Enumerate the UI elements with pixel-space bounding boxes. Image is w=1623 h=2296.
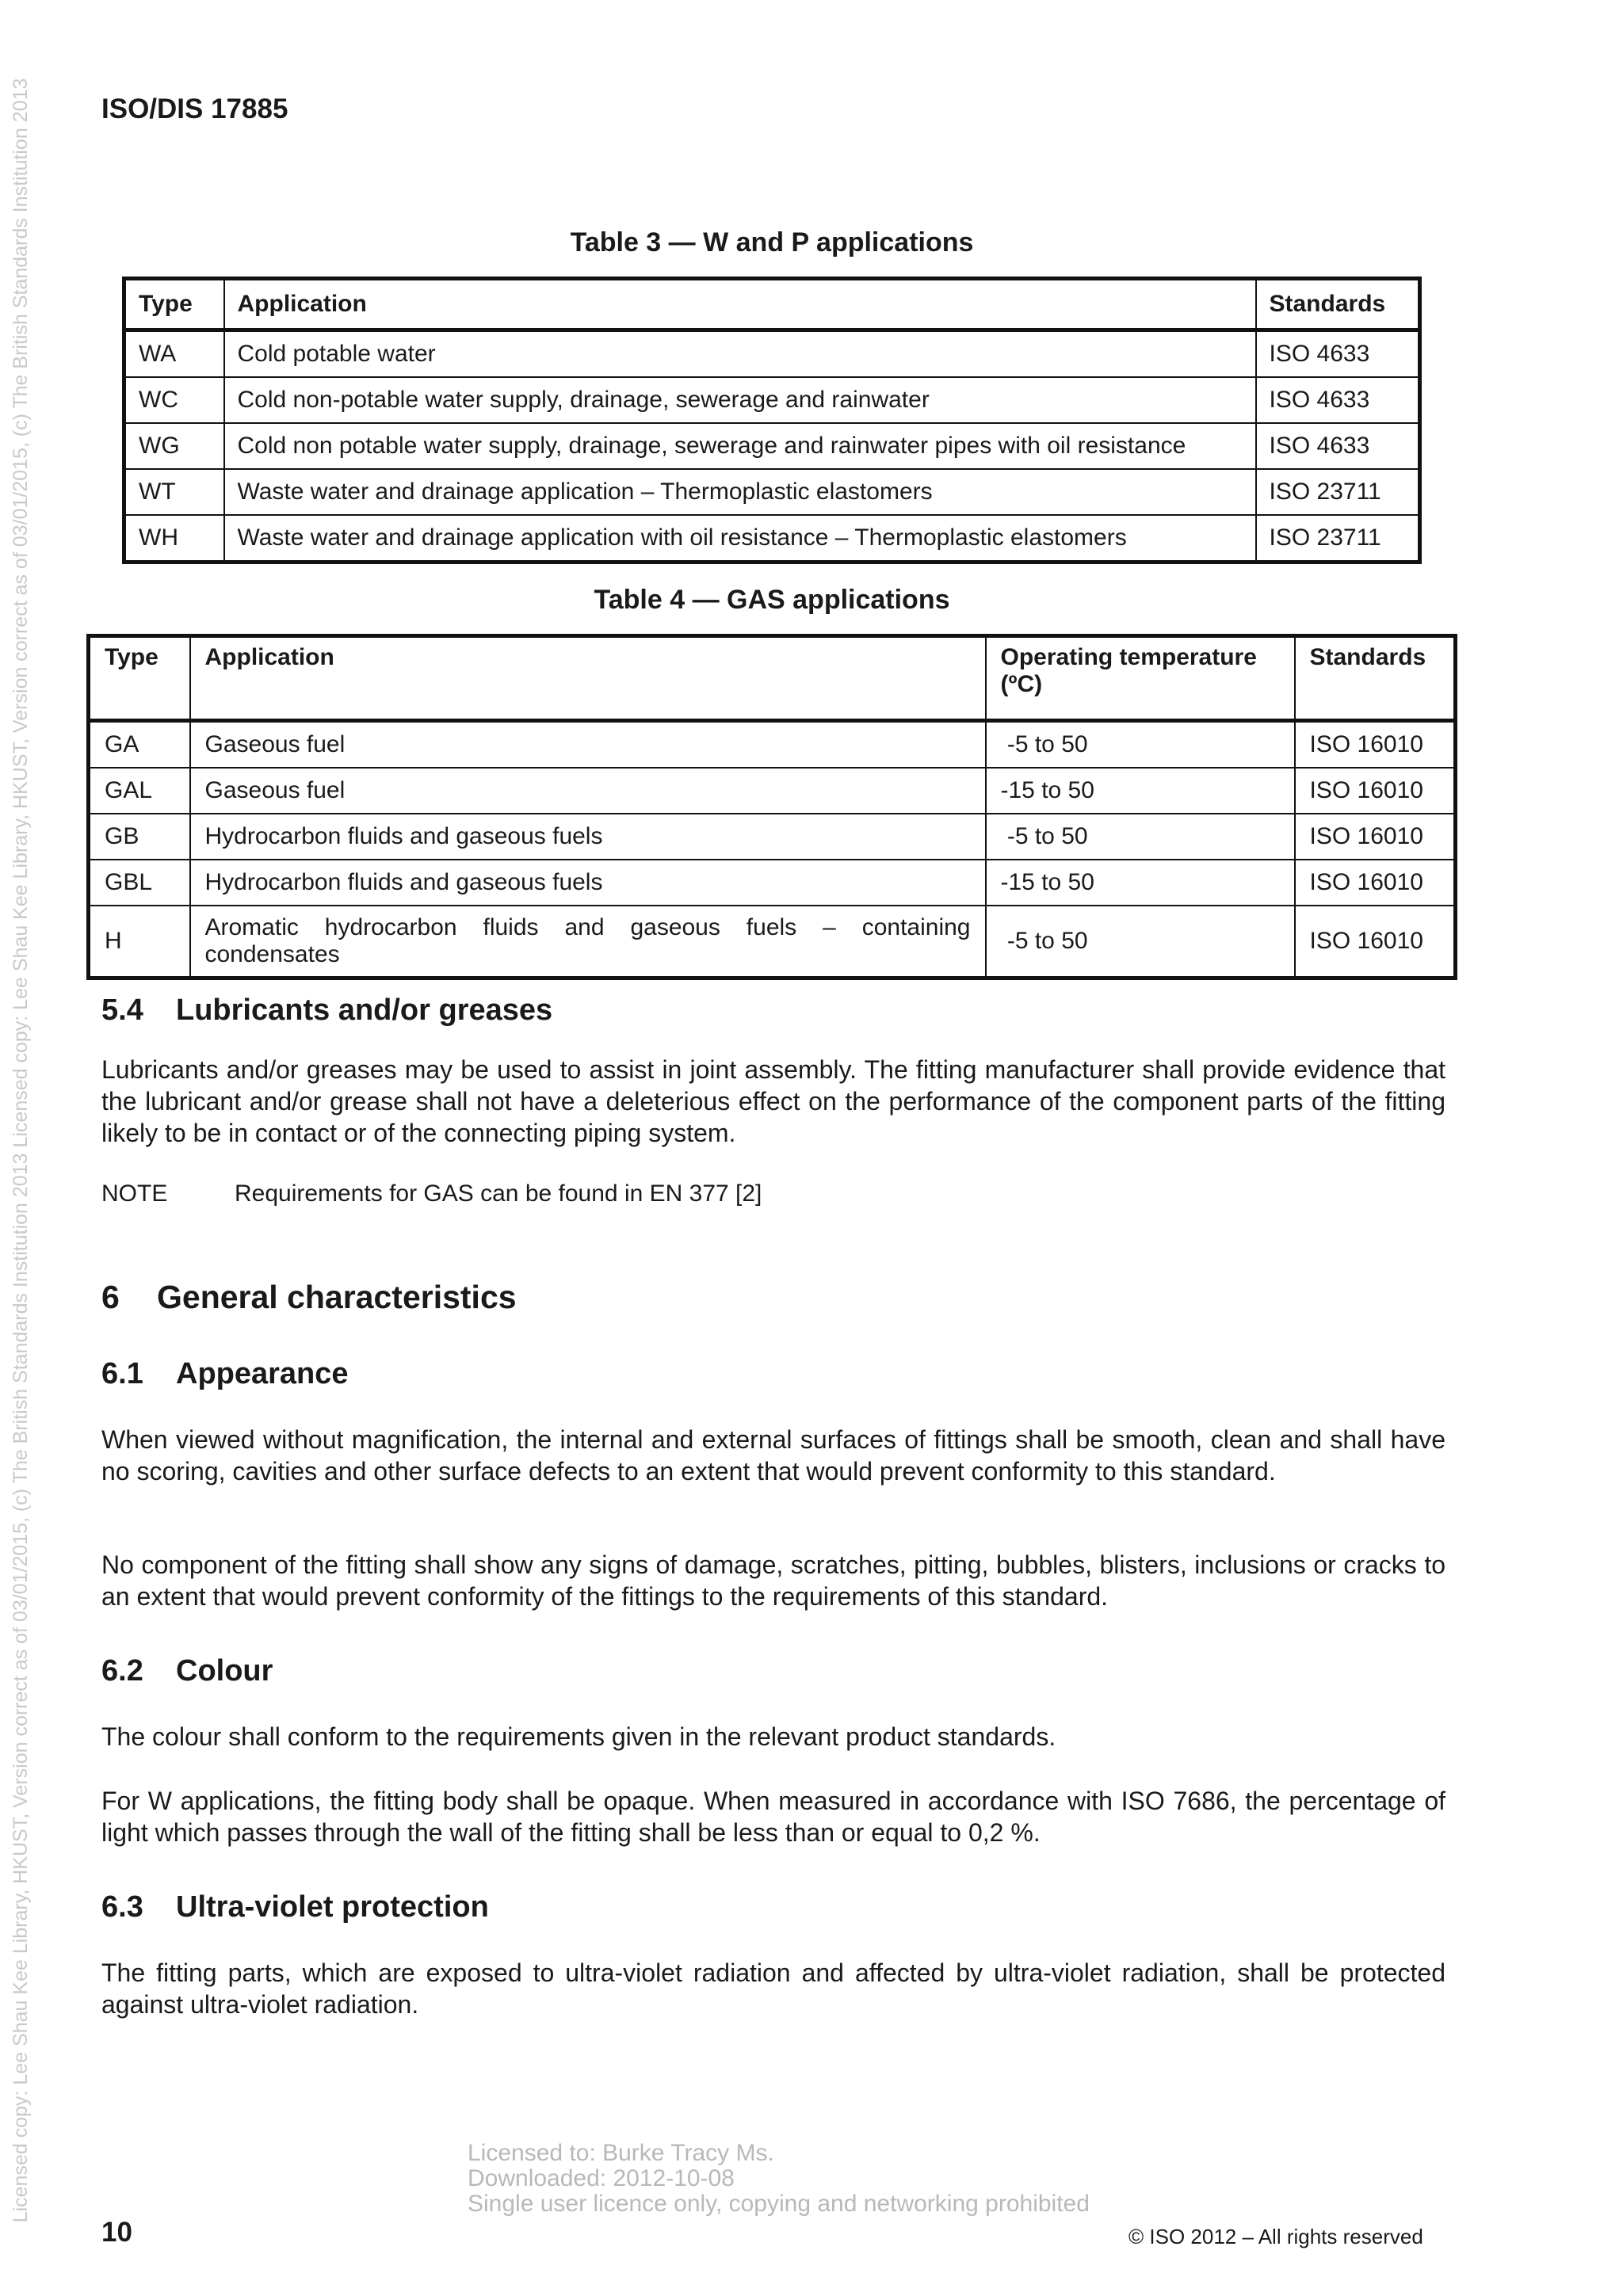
section-title: Appearance — [176, 1357, 349, 1390]
cell-standard: ISO 16010 — [1295, 906, 1456, 978]
cell-type: WH — [124, 515, 224, 563]
cell-application: Waste water and drainage application with oil resistance – Thermoplastic elastomers — [224, 515, 1256, 563]
section-title: Ultra-violet protection — [176, 1890, 489, 1924]
cell-type: GBL — [89, 860, 190, 906]
table-row — [124, 469, 1420, 515]
note-label: NOTE — [101, 1180, 168, 1207]
section-6-3-heading — [101, 1890, 489, 1924]
section-6-1-paragraph-2: No component of the fitting shall show any signs of damage, scratches, pitting, bubbles, blisters, inclusions or cracks to an extent that would prevent conformity of the fittings to the requirements of this standard. — [101, 1550, 1445, 1611]
cell-standard: ISO 23711 — [1256, 469, 1420, 515]
table-4-caption: Table 4 — GAS applications — [594, 585, 950, 615]
table-row — [89, 721, 1456, 769]
table-row — [124, 515, 1420, 563]
section-5-4-heading — [101, 994, 552, 1028]
licence-line: Single user licence only, copying and networking prohibited — [468, 2191, 1090, 2217]
section-6-2-heading — [101, 1654, 273, 1688]
table-4 — [86, 634, 1457, 980]
licence-stamp — [468, 2141, 1090, 2217]
cell-temperature: -5 to 50 — [986, 906, 1295, 978]
section-number: 6.1 — [101, 1357, 143, 1390]
cell-application: Hydrocarbon fluids and gaseous fuels — [190, 860, 986, 906]
cell-standard: ISO 16010 — [1295, 814, 1456, 860]
table-row — [124, 330, 1420, 378]
table-header-row — [89, 636, 1456, 721]
column-header-application: Application — [190, 636, 986, 721]
cell-standard: ISO 16010 — [1295, 860, 1456, 906]
cell-type: WT — [124, 469, 224, 515]
cell-temperature: -5 to 50 — [986, 814, 1295, 860]
page-number: 10 — [101, 2217, 132, 2248]
section-number: 5.4 — [101, 994, 143, 1027]
column-header-application: Application — [224, 279, 1256, 330]
table-3-caption: Table 3 — W and P applications — [570, 227, 974, 257]
section-number: 6 — [101, 1279, 120, 1315]
section-6-3-paragraph: The fitting parts, which are exposed to ultra-violet radiation and affected by ultra-violet radiation, shall be protected against ultra-violet radiation. — [101, 1958, 1445, 2019]
cell-application: Cold potable water — [224, 330, 1256, 378]
cell-type: WA — [124, 330, 224, 378]
cell-type: GB — [89, 814, 190, 860]
section-title: Colour — [176, 1654, 273, 1688]
column-header-type: Type — [124, 279, 224, 330]
cell-standard: ISO 16010 — [1295, 768, 1456, 814]
table-row — [89, 768, 1456, 814]
cell-application: Gaseous fuel — [190, 768, 986, 814]
cell-application: Hydrocarbon fluids and gaseous fuels — [190, 814, 986, 860]
document-id: ISO/DIS 17885 — [101, 93, 288, 124]
note-text: Requirements for GAS can be found in EN 377 [2] — [235, 1180, 762, 1207]
cell-application: Waste water and drainage application – Thermoplastic elastomers — [224, 469, 1256, 515]
column-header-standards: Standards — [1256, 279, 1420, 330]
section-6-1-paragraph-1: When viewed without magnification, the internal and external surfaces of fittings shall be smooth, clean and shall have no scoring, cavities and other surface defects to an extent that would prevent conformity to this standard. — [101, 1425, 1445, 1486]
copyright-notice: © ISO 2012 – All rights reserved — [1128, 2225, 1423, 2248]
cell-standard: ISO 4633 — [1256, 377, 1420, 423]
cell-standard: ISO 4633 — [1256, 423, 1420, 469]
sidebar-watermark: Licensed copy: Lee Shau Kee Library, HKUST, Version correct as of 03/01/2015, (c) The British Standards Institution 2013 Licensed copy: Lee Shau Kee Library, HKUST, Version correct as of 03/01/2015, (c) The British Standards Institution 2013 — [10, 78, 32, 2223]
table-row — [89, 860, 1456, 906]
cell-temperature: -15 to 50 — [986, 768, 1295, 814]
table-header-row — [124, 279, 1420, 330]
section-number: 6.2 — [101, 1654, 143, 1688]
cell-type: GA — [89, 721, 190, 769]
cell-temperature: -15 to 50 — [986, 860, 1295, 906]
section-6-1-heading — [101, 1357, 349, 1391]
cell-application: Gaseous fuel — [190, 721, 986, 769]
column-header-operating-temperature: Operating temperature (ºC) — [986, 636, 1295, 721]
table-row — [89, 814, 1456, 860]
section-title: General characteristics — [157, 1279, 517, 1315]
table-row — [124, 423, 1420, 469]
cell-application: Aromatic hydrocarbon fluids and gaseous fuels – containing condensates — [190, 906, 986, 978]
section-5-4-paragraph: Lubricants and/or greases may be used to assist in joint assembly. The fitting manufacturer shall provide evidence that the lubricant and/or grease shall not have a deleterious effect on the performance of the component parts of the fitting likely to be in contact or of the connecting piping system. — [101, 1055, 1445, 1147]
column-header-standards: Standards — [1295, 636, 1456, 721]
column-header-type: Type — [89, 636, 190, 721]
cell-standard: ISO 23711 — [1256, 515, 1420, 563]
section-number: 6.3 — [101, 1890, 143, 1924]
section-title: Lubricants and/or greases — [176, 994, 553, 1027]
table-row — [124, 377, 1420, 423]
cell-type: WG — [124, 423, 224, 469]
section-6-2-paragraph-1: The colour shall conform to the requirements given in the relevant product standards. — [101, 1722, 1056, 1751]
cell-type: WC — [124, 377, 224, 423]
cell-application: Cold non-potable water supply, drainage, sewerage and rainwater — [224, 377, 1256, 423]
cell-type: GAL — [89, 768, 190, 814]
licence-line: Downloaded: 2012-10-08 — [468, 2165, 735, 2191]
licence-line: Licensed to: Burke Tracy Ms. — [468, 2140, 774, 2166]
section-6-2-paragraph-2: For W applications, the fitting body shall be opaque. When measured in accordance with ISO 7686, the percentage of light which passes through the wall of the fitting shall be less than or equal to 0,2 %. — [101, 1787, 1445, 1847]
table-row — [89, 906, 1456, 978]
cell-application: Cold non potable water supply, drainage, sewerage and rainwater pipes with oil resistance — [224, 423, 1256, 469]
table-3 — [122, 277, 1422, 564]
cell-temperature: -5 to 50 — [986, 721, 1295, 769]
cell-standard: ISO 16010 — [1295, 721, 1456, 769]
cell-standard: ISO 4633 — [1256, 330, 1420, 378]
cell-type: H — [89, 906, 190, 978]
section-6-heading — [101, 1279, 517, 1316]
